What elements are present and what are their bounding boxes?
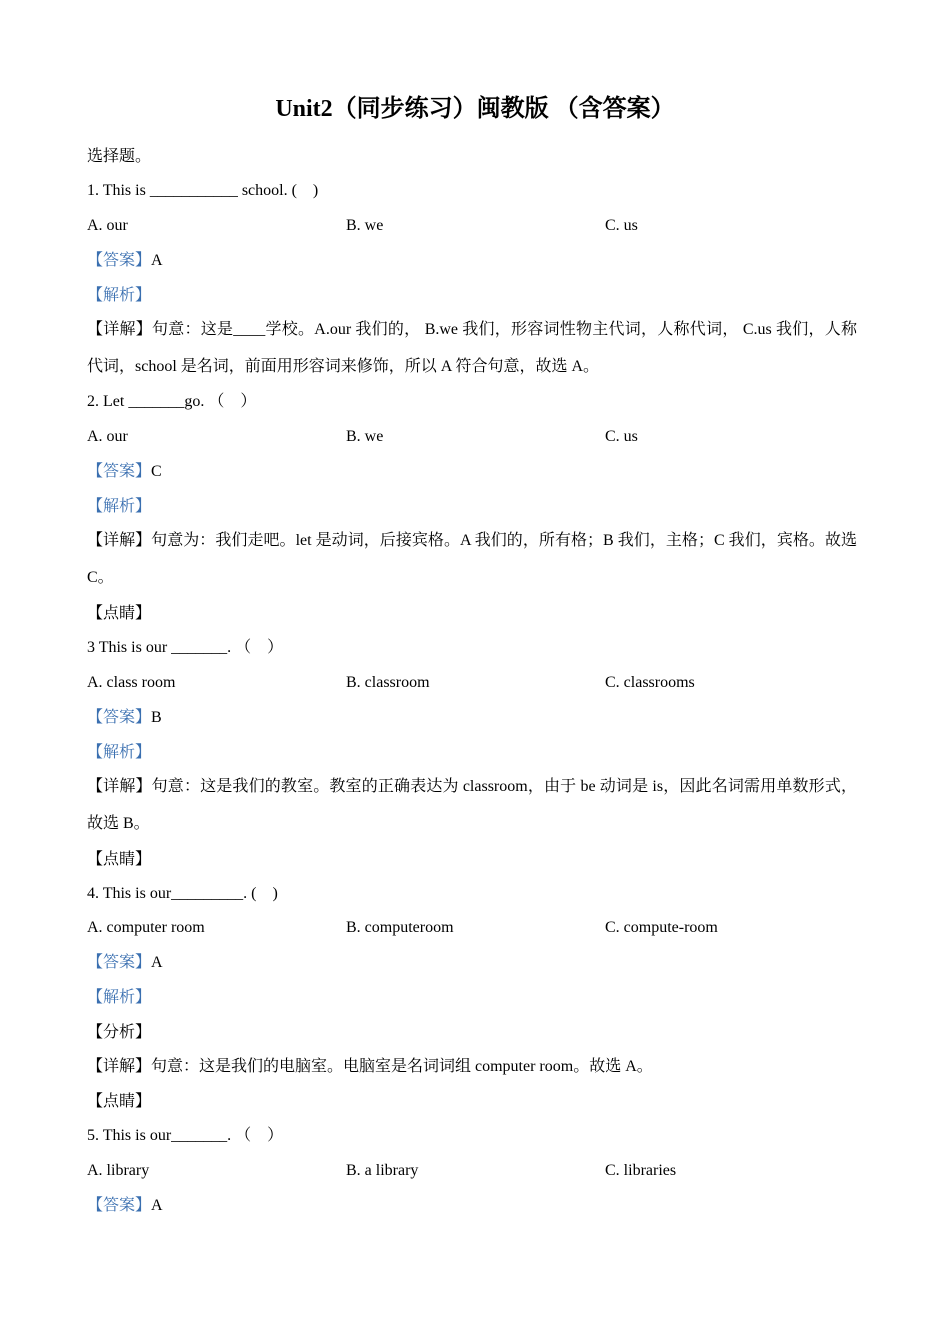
question-2-detail: 【详解】句意为：我们走吧。let 是动词，后接宾格。A 我们的，所有格；B 我们，主格；C 我们，宾格。故选 C。 <box>87 532 857 586</box>
answer-value: C <box>151 463 162 480</box>
answer-value: A <box>151 252 163 269</box>
question-2-answer <box>87 462 162 482</box>
question-5-option-a: A. library <box>87 1162 150 1179</box>
question-1-answer <box>87 251 163 271</box>
answer-value: A <box>151 954 163 971</box>
section-label: 选择题。 <box>87 148 152 165</box>
question-1-detail: 【详解】句意：这是____学校。A.our 我们的， B.we 我们，形容词性物主代词，人称代词， C.us 我们，人称代词，school 是名词，前面用形容词来修饰，所以 A 符合句意，故选 A。 <box>87 321 857 375</box>
question-3-answer <box>87 708 162 728</box>
question-1-option-b: B. we <box>346 217 384 234</box>
question-4-comment-tag: 【点睛】 <box>87 1093 152 1110</box>
question-4-option-a: A. computer room <box>87 919 205 936</box>
question-4-detail: 【详解】句意：这是我们的电脑室。电脑室是名词词组 computer room。故选 A。 <box>87 1058 653 1075</box>
question-5-answer <box>87 1196 163 1216</box>
question-2-option-a: A. our <box>87 428 128 445</box>
question-1-analysis-tag: 【解析】 <box>87 287 152 304</box>
question-2-comment-tag: 【点睛】 <box>87 605 152 622</box>
question-4-analysis-tag: 【解析】 <box>87 989 152 1006</box>
question-4-option-b: B. computeroom <box>346 919 454 936</box>
question-2-stem: 2. Let _______go. （ ） <box>87 393 257 410</box>
question-3-comment-tag: 【点睛】 <box>87 851 152 868</box>
question-3-option-b: B. classroom <box>346 674 430 691</box>
question-5-stem: 5. This is our_______. （ ） <box>87 1127 284 1144</box>
question-5-option-c: C. libraries <box>605 1162 677 1179</box>
page-title: Unit2（同步练习）闽教版 （含答案） <box>275 96 675 122</box>
question-3-stem: 3 This is our _______. （ ） <box>87 639 284 656</box>
answer-tag: 【答案】 <box>87 1197 152 1214</box>
question-3-analysis-tag: 【解析】 <box>87 744 152 761</box>
question-1-option-a: A. our <box>87 217 128 234</box>
answer-value: B <box>151 709 162 726</box>
answer-tag: 【答案】 <box>87 463 152 480</box>
question-2-analysis-tag: 【解析】 <box>87 498 152 515</box>
question-2-option-c: C. us <box>605 428 638 445</box>
question-3-detail: 【详解】句意：这是我们的教室。教室的正确表达为 classroom，由于 be 动词是 is，因此名词需用单数形式，故选 B。 <box>87 778 857 832</box>
question-4-answer <box>87 953 163 973</box>
question-5-option-b: B. a library <box>346 1162 419 1179</box>
answer-tag: 【答案】 <box>87 252 152 269</box>
question-2-option-b: B. we <box>346 428 384 445</box>
question-4-option-c: C. compute-room <box>605 919 718 936</box>
question-4-fenxi-tag: 【分析】 <box>87 1024 152 1041</box>
answer-tag: 【答案】 <box>87 709 152 726</box>
question-1-option-c: C. us <box>605 217 638 234</box>
answer-tag: 【答案】 <box>87 954 152 971</box>
question-1-stem: 1. This is ___________ school. ( ) <box>87 182 319 199</box>
question-4-stem: 4. This is our_________. ( ) <box>87 885 278 902</box>
question-3-option-c: C. classrooms <box>605 674 695 691</box>
question-3-option-a: A. class room <box>87 674 176 691</box>
answer-value: A <box>151 1197 163 1214</box>
